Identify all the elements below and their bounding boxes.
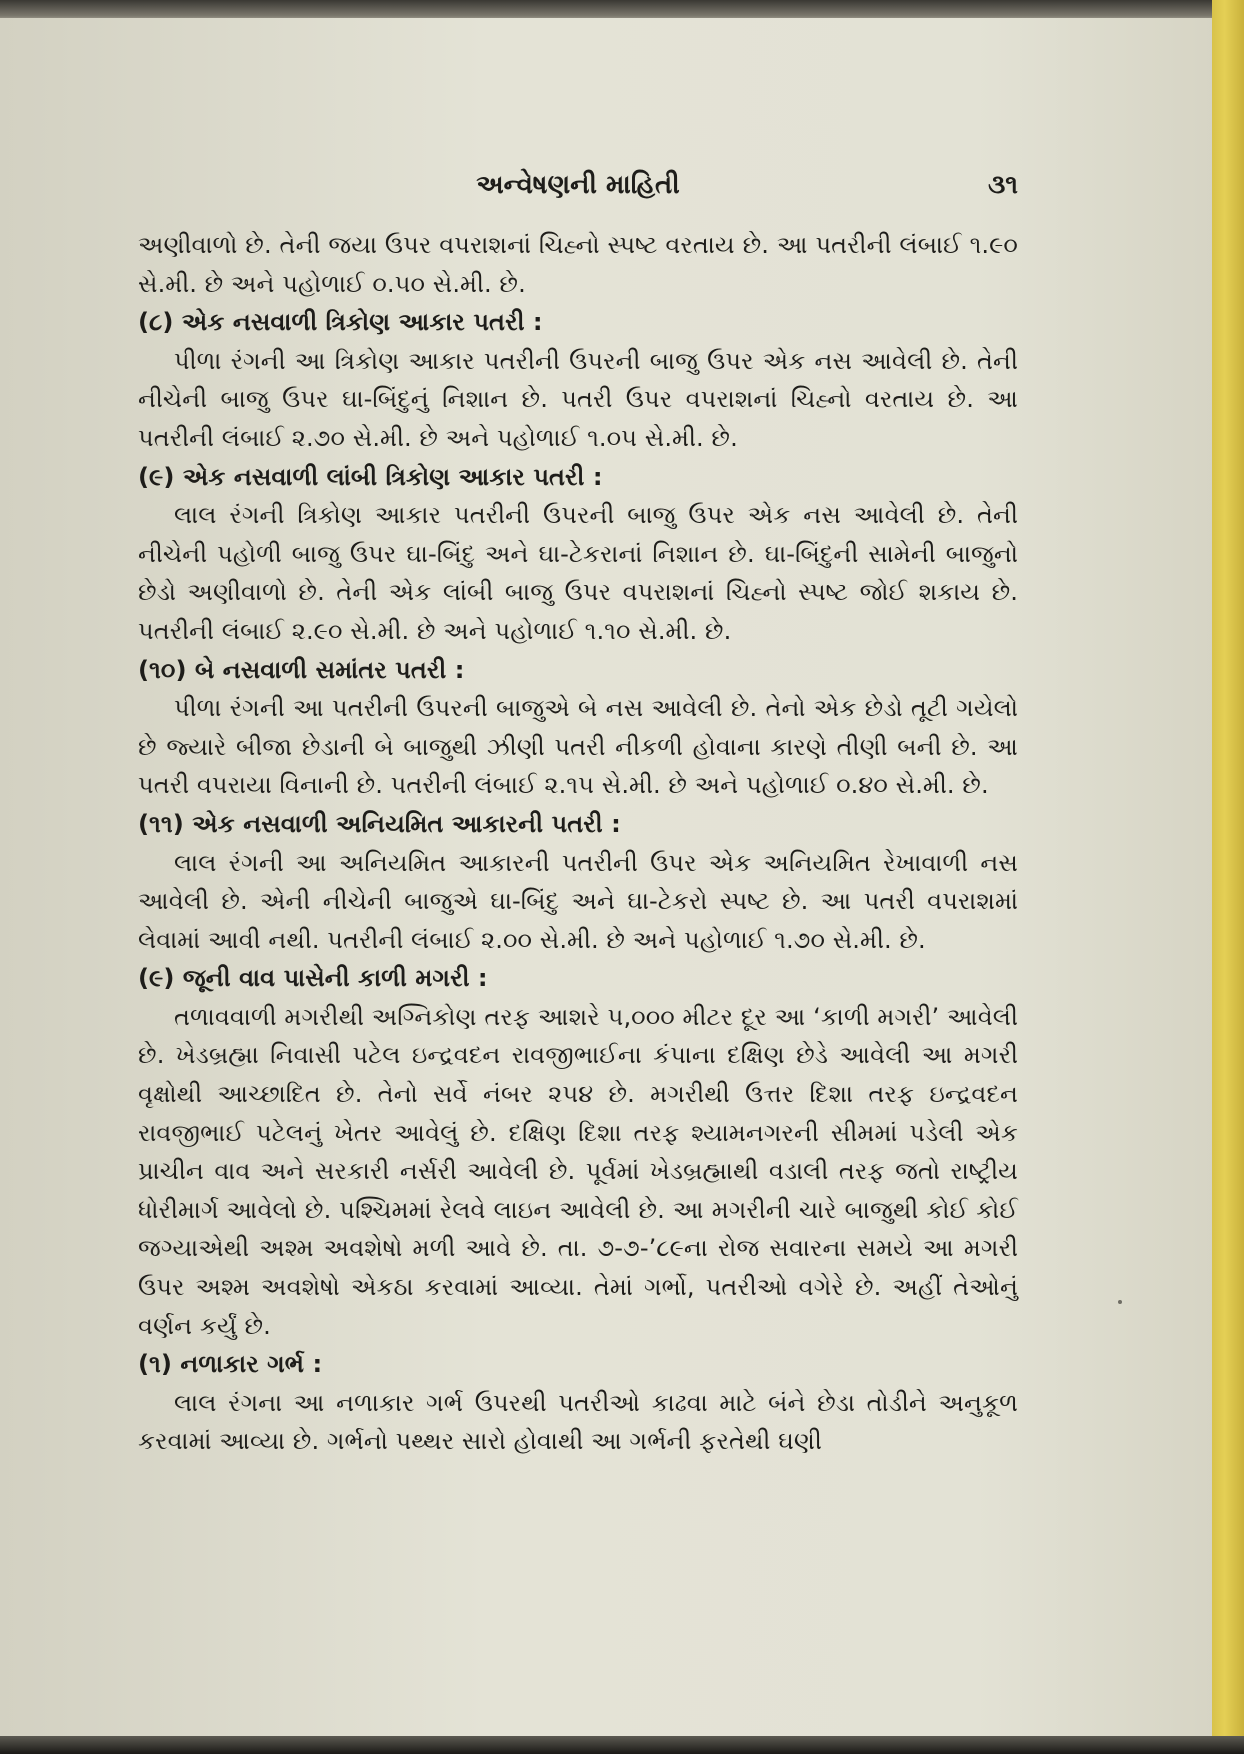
section-heading: (૯) એક નસવાળી લાંબી ત્રિકોણ આકાર પતરી :	[138, 462, 603, 491]
section-heading: (૮) એક નસવાળી ત્રિકોણ આકાર પતરી :	[138, 308, 543, 337]
running-title: અન્વેષણની માહિતી	[476, 170, 680, 200]
section-heading: (૯) જૂની વાવ પાસેની કાળી મગરી :	[138, 964, 488, 993]
body-text	[138, 226, 1018, 1461]
scan-bottom-edge	[0, 1736, 1244, 1754]
paragraph: પીળા રંગની આ પતરીની ઉપરની બાજુએ બે નસ આવેલી છે. તેનો એક છેડો તૂટી ગયેલો છે જ્યારે બીજા છેડાની બે બાજુથી ઝીણી પતરી નીકળી હોવાના કારણે તીણી બની છે. આ પતરી વપરાયા વિનાની છે. પતરીની લંબાઈ ૨.૧૫ સે.મી. છે અને પહોળાઈ ૦.૪૦ સે.મી. છે.	[138, 694, 1018, 800]
section-heading: (૧) નળાકાર ગર્ભ :	[138, 1350, 323, 1379]
page-number: ૩૧	[987, 170, 1018, 200]
section-heading: (૧૧) એક નસવાળી અનિયમિત આકારની પતરી :	[138, 809, 621, 838]
paragraph: લાલ રંગના આ નળાકાર ગર્ભ ઉપરથી પતરીઓ કાઢવા માટે બંને છેડા તોડીને અનુકૂળ કરવામાં આવ્યા છે. ગર્ભનો પથ્થર સારો હોવાથી આ ગર્ભની ફરતેથી ઘણી	[138, 1388, 1018, 1456]
paragraph: તળાવવાળી મગરીથી અગ્નિકોણ તરફ આશરે ૫,૦૦૦ મીટર દૂર આ ‘કાળી મગરી’ આવેલી છે. ખેડબ્રહ્મા નિવાસી પટેલ ઇન્દ્રવદન રાવજીભાઈના કંપાના દક્ષિણ છેડે આવેલી આ મગરી વૃક્ષોથી આચ્છાદિત છે. તેનો સર્વે નંબર ૨૫૪ છે. મગરીથી ઉત્તર દિશા તરફ ઇન્દ્રવદન રાવજીભાઈ પટેલનું ખેતર આવેલું છે. દક્ષિણ દિશા તરફ શ્યામનગરની સીમમાં પડેલી એક પ્રાચીન વાવ અને સરકારી નર્સરી આવેલી છે. પૂર્વમાં ખેડબ્રહ્માથી વડાલી તરફ જતો રાષ્ટ્રીય ધોરીમાર્ગ આવેલો છે. પશ્ચિમમાં રેલવે લાઇન આવેલી છે. આ મગરીની ચારે બાજુથી કોઈ કોઈ જગ્યાએથી અશ્મ અવશેષો મળી આવે છે. તા. ૭-૭-’૮૯ના રોજ સવારના સમયે આ મગરી ઉપર અશ્મ અવશેષો એકઠા કરવામાં આવ્યા. તેમાં ગર્ભો, પતરીઓ વગેરે છે. અહીં તેઓનું વર્ણન કર્યું છે.	[138, 1002, 1018, 1340]
running-header	[138, 170, 1018, 212]
book-page	[138, 170, 1018, 1461]
paragraph: લાલ રંગની ત્રિકોણ આકાર પતરીની ઉપરની બાજુ ઉપર એક નસ આવેલી છે. તેની નીચેની પહોળી બાજુ ઉપર ઘા-બિંદુ અને ઘા-ટેકરાનાં નિશાન છે. ઘા-બિંદુની સામેની બાજુનો છેડો અણીવાળો છે. તેની એક લાંબી બાજુ ઉપર વપરાશનાં ચિહ્નો સ્પષ્ટ જોઈ શકાય છે. પતરીની લંબાઈ ૨.૯૦ સે.મી. છે અને પહોળાઈ ૧.૧૦ સે.મી. છે.	[138, 501, 1018, 645]
section-heading: (૧૦) બે નસવાળી સમાંતર પતરી :	[138, 655, 465, 684]
paper-speck	[1118, 1300, 1122, 1304]
book-edge	[1212, 0, 1244, 1754]
paragraph: પીળા રંગની આ ત્રિકોણ આકાર પતરીની ઉપરની બાજુ ઉપર એક નસ આવેલી છે. તેની નીચેની બાજુ ઉપર ઘા-બિંદુનું નિશાન છે. પતરી ઉપર વપરાશનાં ચિહ્નો વરતાય છે. આ પતરીની લંબાઈ ૨.૭૦ સે.મી. છે અને પહોળાઈ ૧.૦૫ સે.મી. છે.	[138, 346, 1018, 452]
paragraph: લાલ રંગની આ અનિયમિત આકારની પતરીની ઉપર એક અનિયમિત રેખાવાળી નસ આવેલી છે. એની નીચેની બાજુએ ઘા-બિંદુ અને ઘા-ટેકરો સ્પષ્ટ છે. આ પતરી વપરાશમાં લેવામાં આવી નથી. પતરીની લંબાઈ ૨.૦૦ સે.મી. છે અને પહોળાઈ ૧.૭૦ સે.મી. છે.	[138, 848, 1018, 954]
paragraph: અણીવાળો છે. તેની જયા ઉપર વપરાશનાં ચિહ્નો સ્પષ્ટ વરતાય છે. આ પતરીની લંબાઈ ૧.૯૦ સે.મી. છે અને પહોળાઈ ૦.૫૦ સે.મી. છે.	[138, 231, 1018, 298]
